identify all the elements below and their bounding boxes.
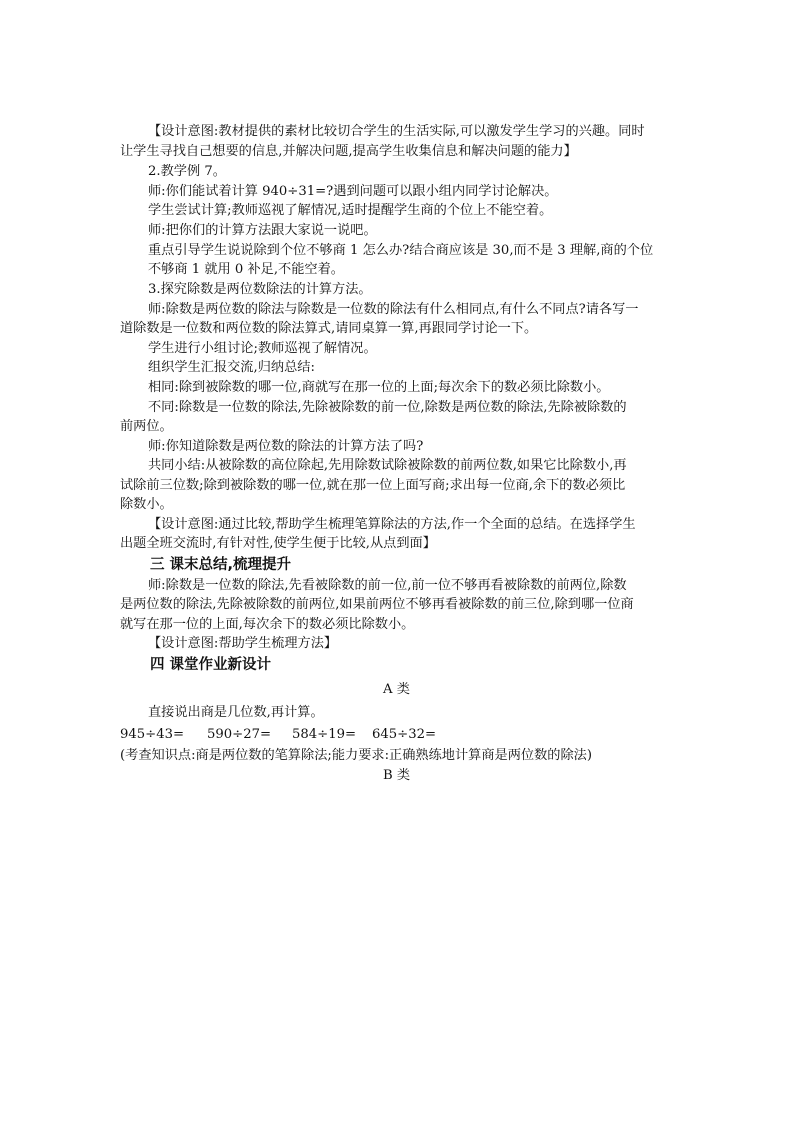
teacher-question-line-2: 道除数是一位数和两位数的除法算式,请同桌算一算,再跟同学讨论一下。 <box>120 321 538 336</box>
joint-summary-line-2: 试除前三位数;除到被除数的哪一位,就在那一位上面写商;求出每一位商,余下的数必须比 <box>120 478 626 493</box>
design-intent-2-line-1: 【设计意图:通过比较,帮助学生梳理笔算除法的方法,作一个全面的总结。在选择学生 <box>148 517 636 532</box>
student-attempt: 学生尝试计算;教师巡视了解情况,适时提醒学生商的个位上不能空着。 <box>148 203 553 218</box>
teacher-prompt-1: 师:你们能试着计算 940÷31=?遇到问题可以跟小组内同学讨论解决。 <box>148 184 558 199</box>
exercise-4: 645÷32= <box>372 727 437 742</box>
key-guidance-line-1: 重点引导学生说说除到个位不够商 1 怎么办?结合商应该是 30,而不是 3 理解,商的个位 <box>148 243 654 258</box>
section-4-heading: 四 课堂作业新设计 <box>150 657 272 673</box>
design-intent-2-line-2: 出题全班交流时,有针对性,使学生便于比较,从点到面】 <box>120 536 436 551</box>
exercise-2: 590÷27= <box>207 727 272 742</box>
section-3-text-line-3: 就写在那一位的上面,每次余下的数必须比除数小。 <box>120 617 415 632</box>
class-b-label: B 类 <box>382 768 411 783</box>
exercise-3: 584÷19= <box>292 727 357 742</box>
teacher-question-line-1: 师:除数是两位数的除法与除数是一位数的除法有什么相同点,有什么不同点?请各写一 <box>148 302 639 317</box>
class-a-note: (考查知识点:商是两位数的笔算除法;能力要求:正确熟练地计算商是两位数的除法) <box>120 748 592 763</box>
step-3-heading: 3.探究除数是两位数除法的计算方法。 <box>148 282 372 297</box>
class-a-instruction: 直接说出商是几位数,再计算。 <box>148 705 324 720</box>
report-summary: 组织学生汇报交流,归纳总结: <box>148 360 315 375</box>
step-2-heading: 2.教学例 7。 <box>148 164 226 179</box>
joint-summary-line-3: 除数小。 <box>120 497 173 512</box>
section-3-text-line-1: 师:除数是一位数的除法,先看被除数的前一位,前一位不够再看被除数的前两位,除数 <box>148 578 627 593</box>
key-guidance-line-2: 不够商 1 就用 0 补足,不能空着。 <box>148 262 344 277</box>
similarity-text: 相同:除到被除数的哪一位,商就写在那一位的上面;每次余下的数必须比除数小。 <box>148 380 610 395</box>
difference-text-line-2: 前两位。 <box>120 419 173 434</box>
group-discussion: 学生进行小组讨论;教师巡视了解情况。 <box>148 341 377 356</box>
exercise-1: 945÷43= <box>120 727 185 742</box>
design-intent-3: 【设计意图:帮助学生梳理方法】 <box>148 636 338 651</box>
teacher-question-3: 师:你知道除数是两位数的除法的计算方法了吗? <box>148 439 424 454</box>
class-a-label: A 类 <box>383 682 410 697</box>
difference-text-line-1: 不同:除数是一位数的除法,先除被除数的前一位,除数是两位数的除法,先除被除数的 <box>148 400 627 415</box>
joint-summary-line-1: 共同小结:从被除数的高位除起,先用除数试除被除数的前两位数,如果它比除数小,再 <box>148 458 627 473</box>
design-intent-1-line-2: 让学生寻找自己想要的信息,并解决问题,提高学生收集信息和解决问题的能力】 <box>120 144 577 159</box>
section-3-text-line-2: 是两位数的除法,先除被除数的前两位,如果前两位不够再看被除数的前三位,除到哪一位商 <box>120 597 634 612</box>
section-3-heading: 三 课末总结,梳理提升 <box>150 557 292 573</box>
teacher-prompt-2: 师:把你们的计算方法跟大家说一说吧。 <box>148 223 377 238</box>
design-intent-1-line-1: 【设计意图:教材提供的素材比较切合学生的生活实际,可以激发学生学习的兴趣。同时 <box>148 124 645 139</box>
